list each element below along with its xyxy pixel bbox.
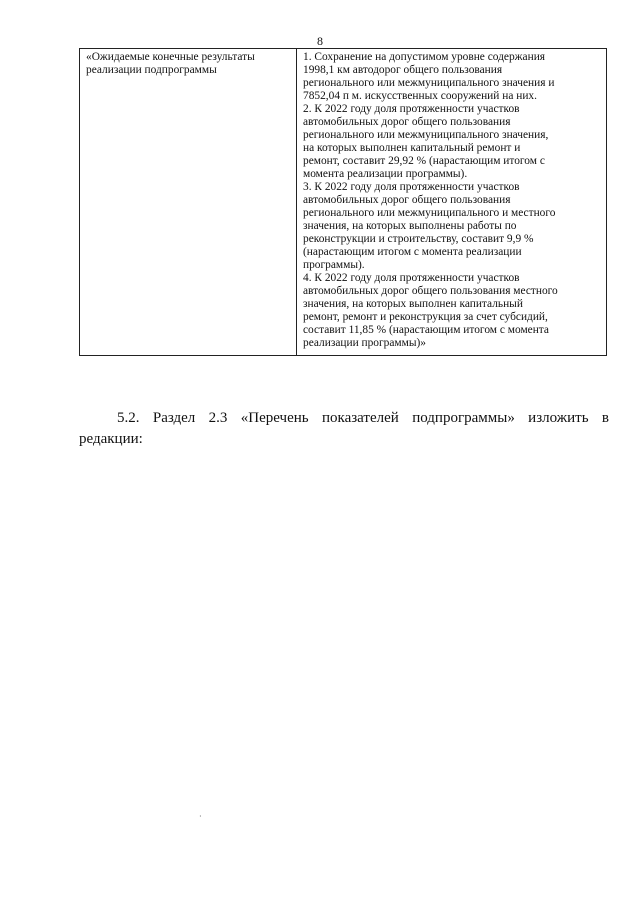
scan-mark: · — [199, 812, 202, 821]
results-line: составит 11,85 % (нарастающим итогом с момента — [303, 324, 549, 336]
table-label: «Ожидаемые конечные результаты реализации подпрограммы — [86, 51, 255, 76]
results-line: регионального или межмуниципального и местного — [303, 207, 556, 219]
results-line: реализации программы)» — [303, 337, 426, 349]
results-line: реконструкции и строительству, составит 9,9 % — [303, 233, 534, 245]
results-line: 3. К 2022 году доля протяженности участков — [303, 181, 520, 193]
results-line: ремонт, составит 29,92 % (нарастающим итогом с — [303, 155, 545, 167]
results-line: 1. Сохранение на допустимом уровне содержания — [303, 51, 546, 63]
page-number: 8 — [317, 34, 323, 48]
results-line: регионального или межмуниципального значения и — [303, 77, 555, 89]
results-line: регионального или межмуниципального значения, — [303, 129, 549, 141]
results-line: момента реализации программы). — [303, 168, 468, 180]
results-table — [79, 48, 607, 356]
results-line: 1998,1 км автодорог общего пользования — [303, 64, 503, 76]
table-label-cell — [80, 49, 297, 356]
table-row — [80, 49, 607, 356]
results-line: на которых выполнен капитальный ремонт и — [303, 142, 521, 154]
results-line: автомобильных дорог общего пользования — [303, 116, 511, 128]
results-line: программы). — [303, 259, 365, 271]
results-line: 4. К 2022 году доля протяженности участков — [303, 272, 520, 284]
results-line: (нарастающим итогом с момента реализации — [303, 246, 522, 258]
results-line: автомобильных дорог общего пользования — [303, 194, 511, 206]
results-line: значения, на которых выполнены работы по — [303, 220, 517, 232]
paragraph-line: 5.2. Раздел 2.3 «Перечень показателей подпрограммы» изложить в — [117, 410, 609, 426]
results-line: ремонт, ремонт и реконструкция за счет субсидий, — [303, 311, 548, 323]
table-results-cell — [297, 49, 607, 356]
body-paragraph — [79, 408, 609, 450]
results-line: автомобильных дорог общего пользования местного — [303, 285, 558, 297]
results-line: 7852,04 п м. искусственных сооружений на них. — [303, 90, 537, 102]
results-line: значения, на которых выполнен капитальный — [303, 298, 523, 310]
results-line: 2. К 2022 году доля протяженности участков — [303, 103, 520, 115]
paragraph-line: редакции: — [79, 431, 143, 447]
